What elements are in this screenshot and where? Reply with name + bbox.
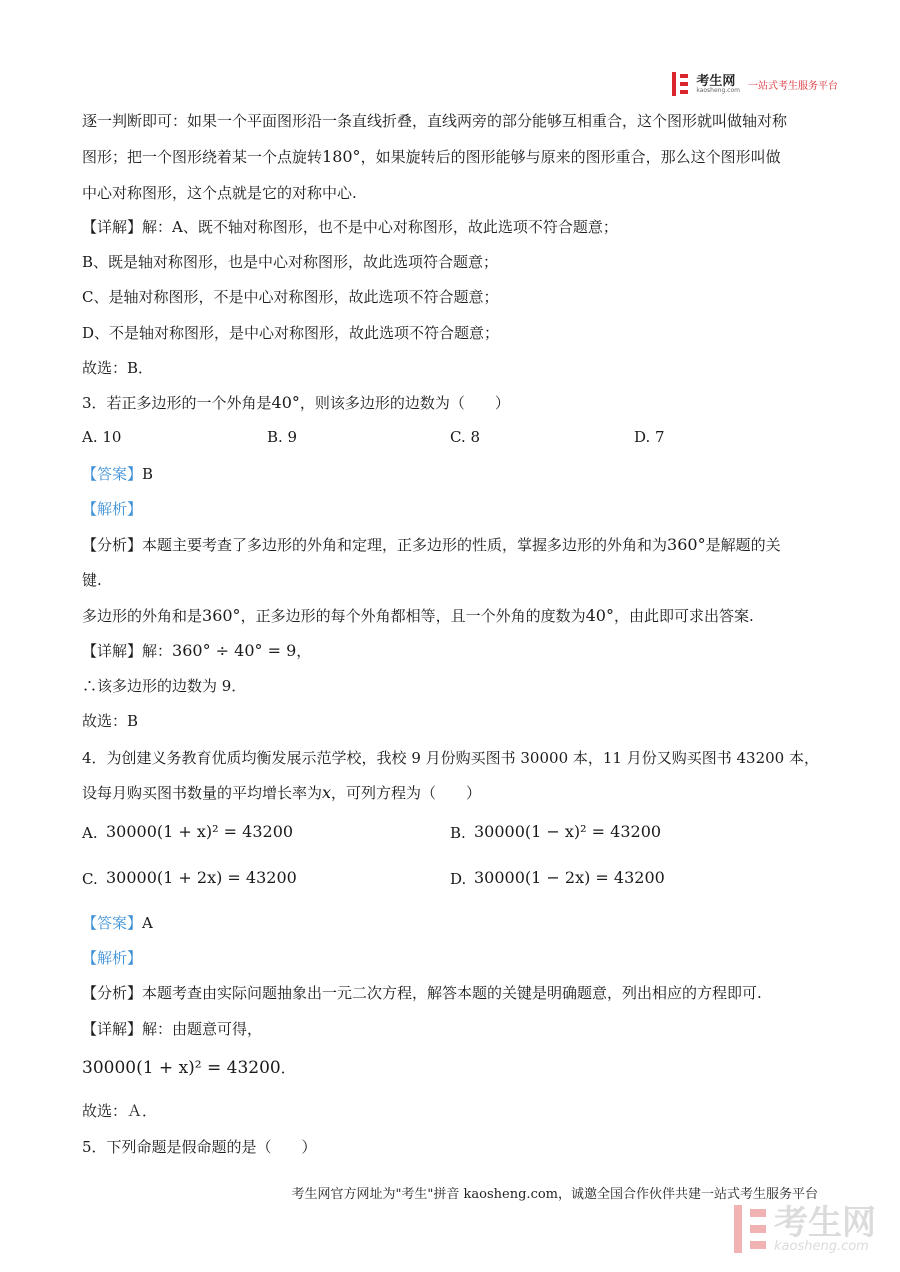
option-a-label: A.	[82, 824, 98, 842]
option-d-equation: 30000(1 − 2x) = 43200	[474, 868, 665, 887]
answer-line: 【答案】B	[82, 465, 154, 483]
analysis-tag: 【解析】	[82, 500, 143, 518]
option-a-equation: 30000(1 + x)² = 43200	[106, 822, 294, 841]
text-line: 故选：B．	[82, 359, 154, 377]
text-line: 多边形的外角和是360°，正多边形的每个外角都相等，且一个外角的度数为40°，由此即可求出答案.	[82, 606, 754, 625]
question-4-options-row2	[82, 868, 832, 892]
text-line: 【详解】解：由题意可得，	[82, 1020, 263, 1038]
text-line: 【详解】解：A、既不轴对称图形，也不是中心对称图形，故此选项不符合题意；	[82, 218, 618, 236]
text-line: 图形；把一个图形绕着某一个点旋转180°，如果旋转后的图形能够与原来的图形重合，那么这个图形叫做	[82, 147, 781, 166]
text-line: 【分析】本题主要考查了多边形的外角和定理，正多边形的性质，掌握多边形的外角和为360°是解题的关	[82, 535, 781, 554]
watermark-domain: kaosheng.com	[774, 1238, 869, 1254]
analysis-tag: 【解析】	[82, 949, 143, 967]
question-4-stem: 设每月购买图书数量的平均增长率为x，可列方程为（ ）	[82, 783, 482, 802]
header-logo	[670, 72, 838, 96]
question-4-stem: 4．为创建义务教育优质均衡发展示范学校，我校 9 月份购买图书 30000 本，11 月份又购买图书 43200 本，	[82, 749, 819, 767]
logo-name: 考生网	[696, 73, 736, 89]
text-line: B、既是轴对称图形，也是中心对称图形，故此选项符合题意；	[82, 253, 499, 271]
text-line: 故选：Ａ．	[82, 1102, 158, 1120]
question-3-options	[82, 428, 832, 448]
option-c-equation: 30000(1 + 2x) = 43200	[106, 868, 297, 887]
footer-text: 考生网官方网址为"考生"拼音 kaosheng.com，诚邀全国合作伙伴共建一站式考生服务平台	[291, 1187, 818, 1202]
option-b-equation: 30000(1 − x)² = 43200	[474, 822, 662, 841]
question-3-stem: 3．若正多边形的一个外角是40°，则该多边形的边数为（ ）	[82, 393, 510, 412]
text-line: 【分析】本题考查由实际问题抽象出一元二次方程，解答本题的关键是明确题意，列出相应的方程即可.	[82, 984, 762, 1002]
option-b-label: B.	[450, 824, 466, 842]
text-line: 【详解】解：360° ÷ 40° = 9，	[82, 641, 312, 660]
option-d-label: D.	[450, 870, 467, 888]
text-line: 键.	[82, 571, 102, 589]
option-a: A. 10	[82, 428, 122, 446]
equation-line: 30000(1 + x)² = 43200．	[82, 1058, 296, 1078]
text-line: 逐一判断即可：如果一个平面图形沿一条直线折叠，直线两旁的部分能够互相重合，这个图形就叫做轴对称	[82, 112, 788, 130]
option-d: D. 7	[634, 428, 665, 446]
option-c: C. 8	[450, 428, 481, 446]
text-line: C、是轴对称图形，不是中心对称图形，故此选项不符合题意；	[82, 288, 499, 306]
text-line: ∴该多边形的边数为 9．	[82, 677, 247, 695]
text-line: D、不是轴对称图形，是中心对称图形，故此选项不符合题意；	[82, 324, 500, 342]
watermark-name: 考生网	[774, 1202, 876, 1243]
text-line: 中心对称图形，这个点就是它的对称中心.	[82, 184, 357, 202]
watermark	[730, 1202, 876, 1254]
option-c-label: C.	[82, 870, 98, 888]
answer-line: 【答案】A	[82, 914, 153, 932]
question-5-stem: 5．下列命题是假命题的是（ ）	[82, 1138, 317, 1156]
text-line: 故选：B	[82, 712, 139, 730]
option-b: B. 9	[267, 428, 298, 446]
watermark-logo-icon	[730, 1205, 770, 1253]
kaosheng-logo-icon	[670, 72, 690, 96]
logo-slogan: 一站式考生服务平台	[748, 80, 838, 92]
question-4-options-row1	[82, 822, 832, 846]
logo-domain: kaosheng.com	[696, 86, 740, 94]
